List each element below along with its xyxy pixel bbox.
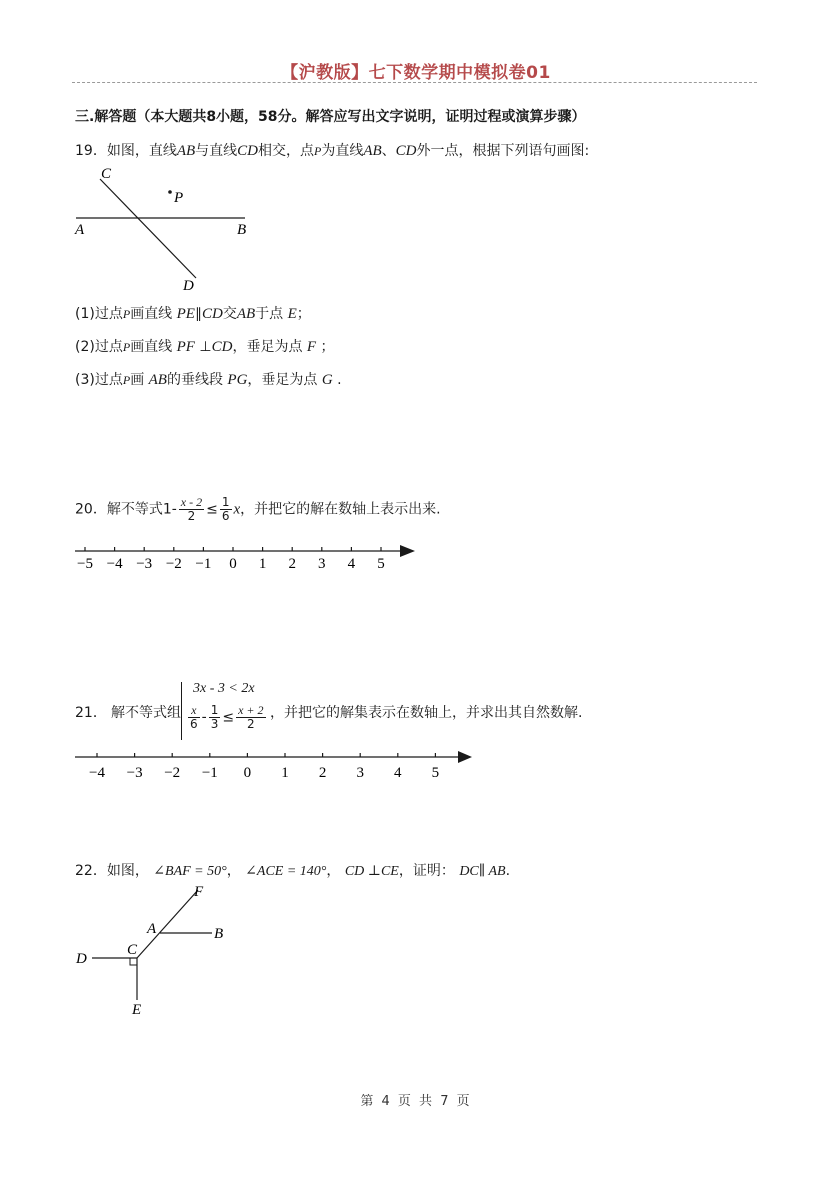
question-19-text (75, 140, 589, 160)
right-angle-mark (130, 958, 137, 965)
text: ， (226, 863, 241, 879)
figure-22 (70, 880, 250, 1025)
text: ； (320, 339, 335, 355)
number-line-20 (70, 538, 430, 578)
question-21-number: 21． (75, 705, 107, 721)
number-line-20-tick-label: −1 (195, 556, 212, 572)
text: ； (296, 306, 311, 322)
number-line-21-tick-label: −1 (201, 765, 218, 781)
number-line-20-tick-label: 1 (258, 556, 267, 572)
le-symbol: ≤ (222, 709, 235, 726)
number-line-21-tick-label: 1 (281, 765, 289, 781)
line-cd: CD (237, 143, 258, 159)
axis-arrow (458, 751, 472, 763)
line-cd: CD (395, 143, 417, 159)
label-a: A (75, 222, 85, 238)
text: 的垂线段 (166, 372, 223, 388)
fraction (236, 704, 265, 731)
text: ，并把它的解在数轴上表示出来. (240, 501, 441, 518)
denominator: 2 (187, 509, 196, 524)
perpendicular-condition: CD ⊥CE (344, 864, 399, 879)
text: . (337, 372, 342, 388)
text: (1)过点 (75, 306, 123, 322)
text: ， (326, 863, 341, 879)
parallel-symbol: ∥ (194, 306, 202, 322)
numerator: 1 (210, 703, 219, 717)
variable-x: x (233, 501, 241, 518)
question-number: 20． (75, 501, 107, 518)
system-brace (181, 682, 182, 740)
conclusion: DC∥ AB (459, 864, 506, 879)
number-line-21-tick-label: 3 (356, 765, 364, 781)
text: 如图， (106, 863, 149, 879)
inequality-1 (193, 680, 255, 697)
point-e: E (287, 306, 297, 322)
fraction (209, 704, 221, 731)
text: ，证明： (398, 863, 455, 879)
number-line-20-tick-label: −4 (106, 556, 123, 572)
angle-baf: ∠BAF = 50° (153, 864, 227, 879)
line-pf: PF (176, 339, 195, 355)
label-d: D (76, 951, 87, 967)
numerator: x + 2 (238, 703, 264, 717)
question-19-part-2 (75, 336, 335, 356)
label-f: F (194, 884, 204, 900)
point-p-dot (168, 190, 172, 194)
label-p: P (174, 190, 184, 206)
text: 解不等式1- (106, 501, 177, 518)
numerator: x (188, 704, 200, 718)
denominator: 6 (221, 509, 230, 524)
line-ab: AB (363, 143, 382, 159)
text: 画直线 (130, 339, 173, 355)
number-line-21-tick-label: −2 (164, 765, 181, 781)
perpendicular-symbol: ⊥ (199, 339, 212, 355)
figure-19 (70, 160, 270, 295)
number-line-21-tick-label: 5 (431, 765, 440, 781)
inequality-2 (186, 704, 268, 731)
label-c: C (127, 942, 138, 958)
number-line-20-tick-label: 4 (347, 556, 356, 572)
text: (2)过点 (75, 339, 123, 355)
text: 相交，点 (258, 143, 314, 159)
line-ab: AB (176, 143, 196, 159)
question-number: 19． (75, 143, 107, 159)
fraction (220, 496, 232, 523)
text: ，垂足为点 (247, 372, 318, 388)
question-20-text (75, 496, 441, 523)
number-line-20-tick-label: −2 (165, 556, 182, 572)
text: 画直线 (130, 306, 173, 322)
number-line-20-tick-label: 2 (288, 556, 296, 572)
line-cd: CD (201, 306, 223, 322)
label-a: A (147, 921, 157, 937)
number-line-20-tick-label: −3 (136, 556, 153, 572)
text: 与直线 (195, 143, 238, 159)
angle-ace: ∠ACE = 140° (245, 864, 327, 879)
line-pg: PG (227, 372, 248, 388)
text: 于点 (255, 306, 284, 322)
line-ab: AB (236, 306, 256, 322)
label-b: B (214, 926, 224, 942)
text: ，垂足为点 (232, 339, 303, 355)
text: 如图，直线 (106, 143, 177, 159)
inequality-text: 3x - 3 < 2x (193, 681, 255, 696)
header-divider (72, 82, 757, 83)
question-21-lead: 解不等式组 (111, 705, 181, 721)
label-b: B (237, 222, 247, 238)
number-line-20-tick-label: 0 (229, 556, 237, 572)
line-ab: AB (148, 372, 167, 388)
number-line-20-tick-label: 5 (377, 556, 385, 572)
label-c: C (101, 166, 112, 182)
axis-arrow (400, 545, 415, 557)
page-number-footer: 第 4 页 共 7 页 (360, 1094, 472, 1109)
number-line-21-tick-label: −4 (89, 765, 105, 781)
label-d: D (183, 278, 194, 294)
question-19-part-3 (75, 369, 342, 389)
denominator: 6 (190, 717, 198, 732)
text: 外一点，根据下列语句画图: (416, 143, 590, 159)
point-p: P (122, 373, 131, 387)
text: 、 (381, 143, 396, 159)
question-number: 22． (75, 863, 107, 879)
page-header-title: 【沪教版】七下数学期中模拟卷01 (281, 63, 551, 83)
text: 画 (130, 372, 145, 388)
fraction (179, 496, 204, 523)
question-19-part-1 (75, 303, 311, 323)
question-21-tail: ，并把它的解集表示在数轴上，并求出其自然数解. (270, 705, 583, 721)
text: 交 (222, 306, 237, 322)
number-line-20-tick-label: 3 (318, 556, 326, 572)
number-line-21-tick-label: −3 (126, 765, 143, 781)
label-e: E (132, 1002, 142, 1018)
fraction (188, 704, 200, 731)
number-line-21 (70, 745, 480, 785)
number-line-20-tick-label: −5 (77, 556, 93, 572)
section-heading: 三.解答题（本大题共8小题，58分。解答应写出文字说明，证明过程或演算步骤） (75, 109, 586, 125)
number-line-21-tick-label: 4 (394, 765, 402, 781)
text: . (505, 863, 511, 879)
number-line-21-tick-label: 0 (243, 765, 252, 781)
point-p: P (122, 307, 131, 321)
point-p: P (314, 144, 322, 158)
line-cd: CD (211, 339, 233, 355)
text: (3)过点 (75, 372, 123, 388)
question-22-text (75, 860, 510, 880)
minus-symbol: - (201, 709, 207, 726)
number-line-21-tick-label: 2 (318, 765, 327, 781)
text: 为直线 (321, 143, 364, 159)
numerator: x - 2 (180, 495, 203, 509)
denominator: 3 (210, 717, 219, 732)
numerator: 1 (221, 495, 230, 509)
point-f: F (306, 339, 317, 355)
line-pe: PE (176, 306, 195, 322)
denominator: 2 (246, 717, 255, 732)
point-p: P (122, 340, 131, 354)
point-g: G (321, 372, 333, 388)
le-symbol: ≤ (206, 501, 218, 518)
